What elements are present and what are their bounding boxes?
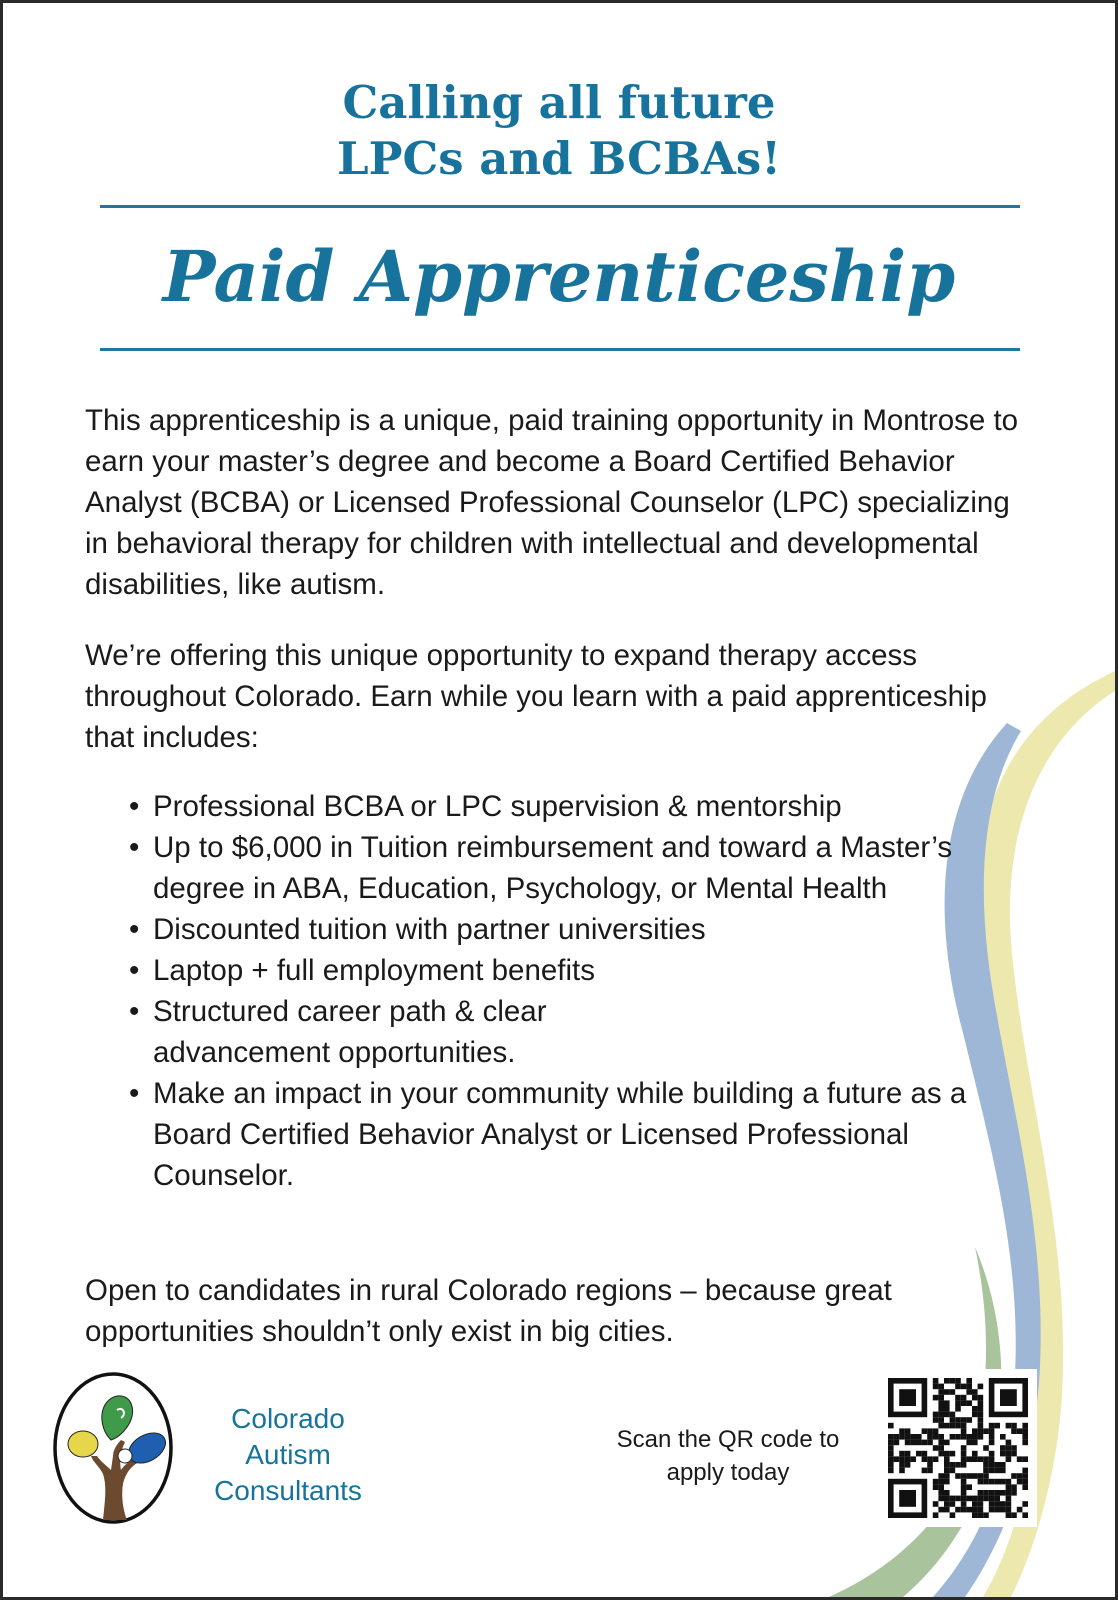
- qr-module: [972, 1440, 978, 1446]
- qr-module: [983, 1456, 989, 1462]
- qr-code[interactable]: [879, 1369, 1037, 1527]
- qr-module: [922, 1456, 928, 1462]
- qr-module: [1022, 1423, 1028, 1429]
- qr-module: [950, 1417, 956, 1423]
- qr-module: [966, 1507, 972, 1513]
- qr-module: [961, 1496, 967, 1502]
- qr-module: [972, 1507, 978, 1513]
- qr-module: [961, 1490, 967, 1496]
- qr-module: [961, 1428, 967, 1434]
- qr-module: [1017, 1479, 1023, 1485]
- qr-module: [978, 1428, 984, 1434]
- qr-module: [966, 1496, 972, 1502]
- qr-module: [1006, 1451, 1012, 1457]
- list-item: [129, 909, 989, 950]
- qr-module: [905, 1434, 911, 1440]
- qr-module: [978, 1496, 984, 1502]
- qr-module: [978, 1400, 984, 1406]
- logo-leaf-yellow: [68, 1431, 98, 1457]
- qr-module: [961, 1462, 967, 1468]
- qr-module: [950, 1423, 956, 1429]
- qr-module: [888, 1468, 894, 1474]
- qr-module: [983, 1462, 989, 1468]
- qr-module: [972, 1496, 978, 1502]
- qr-module: [994, 1507, 1000, 1513]
- qr-module: [938, 1473, 944, 1479]
- bullet-icon: •: [129, 913, 140, 946]
- qr-module: [966, 1384, 972, 1390]
- qr-module: [899, 1428, 905, 1434]
- qr-module: [994, 1479, 1000, 1485]
- qr-module: [888, 1434, 894, 1440]
- qr-module: [972, 1501, 978, 1507]
- qr-module: [905, 1440, 911, 1446]
- qr-module: [944, 1456, 950, 1462]
- qr-module: [972, 1451, 978, 1457]
- qr-module: [938, 1395, 944, 1401]
- qr-module: [983, 1428, 989, 1434]
- qr-module: [972, 1428, 978, 1434]
- qr-module: [983, 1473, 989, 1479]
- qr-module: [938, 1490, 944, 1496]
- qr-module: [1022, 1468, 1028, 1474]
- qr-module: [938, 1507, 944, 1513]
- bullet-icon: •: [129, 790, 140, 823]
- qr-module: [933, 1428, 939, 1434]
- qr-module: [1000, 1501, 1006, 1507]
- qr-module: [944, 1496, 950, 1502]
- qr-module: [961, 1400, 967, 1406]
- qr-module: [966, 1484, 972, 1490]
- qr-module: [1006, 1512, 1012, 1518]
- qr-module: [978, 1417, 984, 1423]
- qr-module: [899, 1451, 905, 1457]
- qr-module: [966, 1400, 972, 1406]
- qr-module: [978, 1501, 984, 1507]
- qr-module: [1017, 1507, 1023, 1513]
- qr-module: [961, 1456, 967, 1462]
- qr-module: [961, 1395, 967, 1401]
- qr-module: [1006, 1490, 1012, 1496]
- qr-module: [927, 1428, 933, 1434]
- qr-module: [972, 1412, 978, 1418]
- qr-module: [994, 1468, 1000, 1474]
- qr-module: [961, 1484, 967, 1490]
- benefit-text: Make an impact in your community while building a future as a Board Certified Behavior Analyst or Licensed Professional Counselor.: [153, 1077, 967, 1192]
- page-title: Paid Apprenticeship: [162, 235, 956, 318]
- org-name-line-2: Autism: [245, 1439, 331, 1470]
- qr-module: [1017, 1428, 1023, 1434]
- qr-module: [983, 1479, 989, 1485]
- qr-module: [961, 1423, 967, 1429]
- qr-module: [1006, 1507, 1012, 1513]
- qr-module: [966, 1473, 972, 1479]
- qr-module: [966, 1434, 972, 1440]
- qr-module: [933, 1484, 939, 1490]
- qr-module: [978, 1434, 984, 1440]
- qr-module: [888, 1451, 894, 1457]
- qr-module: [933, 1395, 939, 1401]
- qr-module: [938, 1434, 944, 1440]
- qr-module: [955, 1507, 961, 1513]
- qr-module: [994, 1496, 1000, 1502]
- qr-module: [955, 1395, 961, 1401]
- qr-module: [910, 1434, 916, 1440]
- qr-module: [989, 1440, 995, 1446]
- qr-module: [961, 1434, 967, 1440]
- benefit-text: Discounted tuition with partner universities: [153, 913, 706, 946]
- qr-module: [933, 1501, 939, 1507]
- qr-module: [888, 1445, 894, 1451]
- qr-module: [922, 1468, 928, 1474]
- qr-module: [944, 1490, 950, 1496]
- qr-module: [933, 1434, 939, 1440]
- qr-module: [944, 1378, 950, 1384]
- qr-module: [1022, 1484, 1028, 1490]
- bullet-icon: •: [129, 831, 140, 864]
- qr-module: [1011, 1473, 1017, 1479]
- qr-module: [938, 1406, 944, 1412]
- qr-module: [1000, 1479, 1006, 1485]
- qr-module: [978, 1412, 984, 1418]
- bullet-icon: •: [129, 995, 140, 1028]
- qr-module: [1006, 1479, 1012, 1485]
- qr-module: [950, 1378, 956, 1384]
- qr-module: [894, 1440, 900, 1446]
- qr-module: [1006, 1484, 1012, 1490]
- qr-module: [983, 1468, 989, 1474]
- qr-module: [1011, 1451, 1017, 1457]
- bullet-icon: •: [129, 1077, 140, 1110]
- qr-module: [933, 1378, 939, 1384]
- qr-module: [972, 1406, 978, 1412]
- qr-module: [989, 1451, 995, 1457]
- top-divider: [100, 205, 1020, 208]
- qr-module: [983, 1512, 989, 1518]
- qr-module: [944, 1400, 950, 1406]
- qr-module: [950, 1512, 956, 1518]
- qr-module: [989, 1423, 995, 1429]
- qr-code-graphic[interactable]: [879, 1369, 1037, 1527]
- qr-module: [1006, 1423, 1012, 1429]
- qr-module: [989, 1434, 995, 1440]
- qr-module: [899, 1462, 905, 1468]
- qr-module: [905, 1428, 911, 1434]
- qr-module: [994, 1423, 1000, 1429]
- qr-module: [1006, 1456, 1012, 1462]
- qr-module: [950, 1389, 956, 1395]
- qr-module: [961, 1451, 967, 1457]
- org-name-line-3: Consultants: [214, 1475, 362, 1506]
- qr-module: [938, 1400, 944, 1406]
- qr-finder-center: [899, 1389, 916, 1406]
- qr-module: [950, 1412, 956, 1418]
- qr-module: [938, 1412, 944, 1418]
- qr-module: [1000, 1434, 1006, 1440]
- qr-module: [989, 1496, 995, 1502]
- qr-module: [955, 1423, 961, 1429]
- qr-module: [978, 1479, 984, 1485]
- qr-module: [927, 1440, 933, 1446]
- qr-module: [994, 1501, 1000, 1507]
- qr-module: [905, 1456, 911, 1462]
- qr-module: [888, 1423, 894, 1429]
- qr-finder-center: [899, 1490, 916, 1507]
- qr-module: [1022, 1434, 1028, 1440]
- qr-module: [966, 1389, 972, 1395]
- qr-module: [944, 1507, 950, 1513]
- qr-module: [1011, 1512, 1017, 1518]
- qr-module: [1017, 1473, 1023, 1479]
- qr-module: [1022, 1479, 1028, 1485]
- qr-module: [938, 1496, 944, 1502]
- qr-module: [922, 1428, 928, 1434]
- qr-module: [972, 1456, 978, 1462]
- qr-module: [972, 1512, 978, 1518]
- qr-finder-center: [1000, 1389, 1017, 1406]
- qr-module: [938, 1451, 944, 1457]
- qr-module: [888, 1462, 894, 1468]
- qr-module: [938, 1423, 944, 1429]
- qr-module: [1000, 1468, 1006, 1474]
- qr-module: [978, 1512, 984, 1518]
- qr-module: [938, 1389, 944, 1395]
- qr-module: [899, 1434, 905, 1440]
- qr-module: [1022, 1456, 1028, 1462]
- qr-module: [978, 1507, 984, 1513]
- qr-module: [978, 1456, 984, 1462]
- kicker-line-2: LPCs and BCBAs!: [336, 132, 782, 185]
- qr-module: [888, 1456, 894, 1462]
- qr-module: [972, 1395, 978, 1401]
- qr-module: [1022, 1512, 1028, 1518]
- qr-module: [989, 1507, 995, 1513]
- qr-module: [961, 1445, 967, 1451]
- qr-module: [944, 1423, 950, 1429]
- qr-module: [966, 1378, 972, 1384]
- qr-module: [944, 1462, 950, 1468]
- qr-module: [933, 1412, 939, 1418]
- qr-module: [944, 1440, 950, 1446]
- qr-module: [938, 1417, 944, 1423]
- qr-module: [944, 1468, 950, 1474]
- qr-module: [910, 1456, 916, 1462]
- qr-module: [972, 1434, 978, 1440]
- qr-module: [1006, 1440, 1012, 1446]
- organization-logo: [51, 1370, 176, 1527]
- qr-module: [927, 1434, 933, 1440]
- qr-module: [1011, 1428, 1017, 1434]
- qr-module: [1000, 1507, 1006, 1513]
- bottom-divider: [100, 348, 1020, 351]
- closing-paragraph: Open to candidates in rural Colorado regions – because great opportunities shouldn’t only exist in big cities.: [85, 1274, 892, 1348]
- qr-module: [933, 1445, 939, 1451]
- qr-module: [933, 1479, 939, 1485]
- qr-module: [916, 1434, 922, 1440]
- qr-module: [910, 1440, 916, 1446]
- qr-module: [927, 1462, 933, 1468]
- qr-module: [955, 1400, 961, 1406]
- benefit-text: Professional BCBA or LPC supervision & mentorship: [153, 790, 842, 823]
- qr-module: [922, 1440, 928, 1446]
- qr-module: [950, 1434, 956, 1440]
- qr-module: [899, 1456, 905, 1462]
- qr-module: [1022, 1428, 1028, 1434]
- qr-module: [1000, 1445, 1006, 1451]
- qr-module: [1000, 1451, 1006, 1457]
- qr-module: [950, 1501, 956, 1507]
- qr-module: [961, 1507, 967, 1513]
- list-item: [129, 950, 989, 991]
- qr-module: [961, 1479, 967, 1485]
- qr-module: [978, 1490, 984, 1496]
- qr-module: [989, 1462, 995, 1468]
- qr-module: [983, 1490, 989, 1496]
- qr-module: [955, 1434, 961, 1440]
- qr-module: [944, 1389, 950, 1395]
- benefits-list: [129, 786, 989, 1196]
- qr-module: [944, 1451, 950, 1457]
- qr-module: [888, 1440, 894, 1446]
- qr-module: [966, 1456, 972, 1462]
- qr-module: [978, 1395, 984, 1401]
- qr-module: [1000, 1462, 1006, 1468]
- qr-module: [938, 1479, 944, 1485]
- qr-module: [989, 1490, 995, 1496]
- qr-module: [961, 1501, 967, 1507]
- qr-module: [994, 1490, 1000, 1496]
- qr-module: [944, 1473, 950, 1479]
- qr-module: [922, 1451, 928, 1457]
- qr-module: [1011, 1445, 1017, 1451]
- kicker-line-1: Calling all future: [342, 76, 776, 129]
- qr-module: [955, 1417, 961, 1423]
- qr-module: [927, 1456, 933, 1462]
- qr-module: [938, 1484, 944, 1490]
- qr-module: [966, 1440, 972, 1446]
- qr-module: [961, 1384, 967, 1390]
- kicker-heading: [3, 75, 1115, 187]
- qr-module: [950, 1468, 956, 1474]
- offer-paragraph: We’re offering this unique opportunity to expand therapy access throughout Colorado. Earn while you learn with a paid apprenticeship that includes:: [85, 639, 987, 754]
- qr-instructions-line-1: Scan the QR code to: [616, 1426, 840, 1453]
- qr-module: [972, 1473, 978, 1479]
- qr-module: [978, 1473, 984, 1479]
- organization-name: [193, 1401, 383, 1509]
- qr-module: [989, 1501, 995, 1507]
- qr-module: [1006, 1496, 1012, 1502]
- list-item: [129, 991, 989, 1073]
- qr-module: [972, 1389, 978, 1395]
- qr-module: [938, 1440, 944, 1446]
- qr-module: [1022, 1473, 1028, 1479]
- org-name-line-1: Colorado: [231, 1403, 345, 1434]
- qr-module: [1022, 1440, 1028, 1446]
- qr-module: [944, 1412, 950, 1418]
- qr-module: [989, 1468, 995, 1474]
- qr-module: [950, 1462, 956, 1468]
- benefit-text: Up to $6,000 in Tuition reimbursement and toward a Master’s degree in ABA, Education, Psychology, or Mental Health: [153, 831, 953, 905]
- qr-module: [933, 1384, 939, 1390]
- list-item: [129, 1073, 989, 1196]
- qr-module: [1017, 1456, 1023, 1462]
- qr-module: [916, 1440, 922, 1446]
- qr-instructions: [588, 1423, 868, 1489]
- qr-module: [950, 1496, 956, 1502]
- qr-module: [916, 1451, 922, 1457]
- qr-module: [994, 1462, 1000, 1468]
- qr-module: [938, 1445, 944, 1451]
- qr-module: [955, 1378, 961, 1384]
- qr-module: [955, 1462, 961, 1468]
- qr-module: [978, 1384, 984, 1390]
- qr-module: [1006, 1501, 1012, 1507]
- qr-module: [950, 1451, 956, 1457]
- logo-leaf-white: [118, 1449, 132, 1463]
- list-item: [129, 786, 989, 827]
- qr-module: [989, 1428, 995, 1434]
- qr-module: [955, 1406, 961, 1412]
- qr-module: [1022, 1501, 1028, 1507]
- qr-module: [955, 1473, 961, 1479]
- qr-module: [899, 1468, 905, 1474]
- bullet-icon: •: [129, 954, 140, 987]
- qr-module: [961, 1417, 967, 1423]
- qr-module: [983, 1445, 989, 1451]
- qr-module: [944, 1501, 950, 1507]
- qr-module: [989, 1456, 995, 1462]
- qr-module: [905, 1451, 911, 1457]
- benefit-text: Laptop + full employment benefits: [153, 954, 595, 987]
- qr-module: [989, 1479, 995, 1485]
- qr-module: [894, 1456, 900, 1462]
- intro-paragraph: This apprenticeship is a unique, paid training opportunity in Montrose to earn your master’s degree and become a Board Certified Behavior Analyst (BCBA) or Licensed Professional Counselor (LPC) specializing in behavioral therapy for children with intellectual and developmental disabilities, like autism.: [85, 404, 1019, 601]
- qr-module: [933, 1512, 939, 1518]
- qr-instructions-line-2: apply today: [666, 1459, 790, 1486]
- qr-module: [966, 1417, 972, 1423]
- qr-module: [933, 1417, 939, 1423]
- qr-module: [938, 1384, 944, 1390]
- qr-module: [894, 1434, 900, 1440]
- qr-module: [1006, 1445, 1012, 1451]
- qr-module: [983, 1496, 989, 1502]
- qr-module: [933, 1456, 939, 1462]
- qr-module: [1011, 1490, 1017, 1496]
- qr-module: [961, 1473, 967, 1479]
- qr-module: [1000, 1490, 1006, 1496]
- qr-module: [978, 1423, 984, 1429]
- qr-module: [944, 1479, 950, 1485]
- qr-module: [927, 1468, 933, 1474]
- list-item: [129, 827, 989, 909]
- qr-module: [978, 1406, 984, 1412]
- qr-module: [944, 1406, 950, 1412]
- benefit-text: Structured career path & clear advancement opportunities.: [153, 995, 547, 1069]
- qr-module: [955, 1384, 961, 1390]
- qr-module: [1011, 1484, 1017, 1490]
- qr-module: [905, 1462, 911, 1468]
- qr-module: [1011, 1423, 1017, 1429]
- qr-module: [955, 1496, 961, 1502]
